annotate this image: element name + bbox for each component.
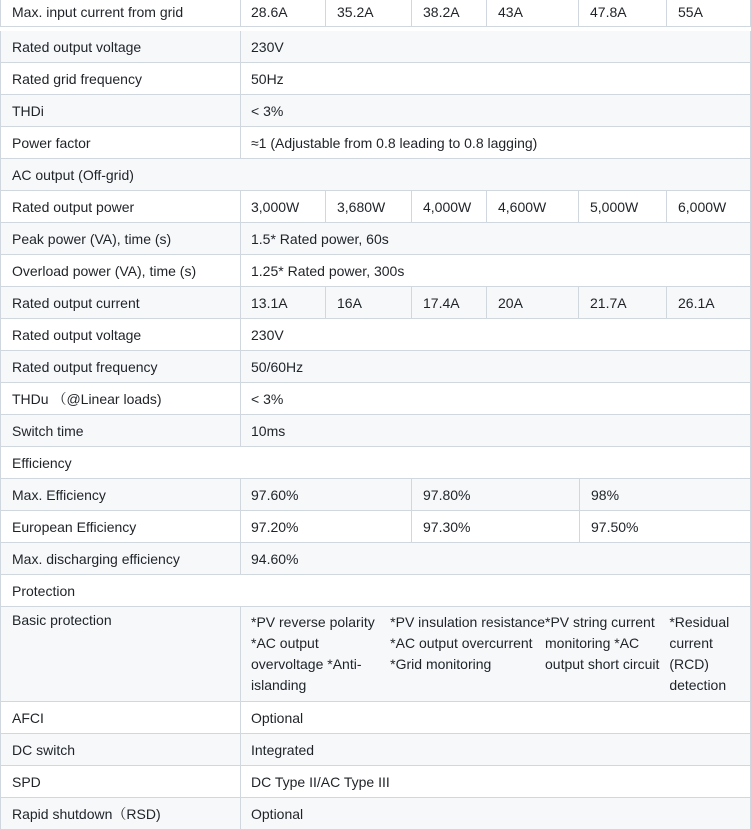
table-row — [0, 543, 751, 575]
value-line: *PV string current monitoring *AC output short circuit — [545, 614, 660, 672]
table-row — [0, 63, 751, 95]
row-value: 1.5* Rated power, 60s — [240, 223, 751, 255]
table-row — [0, 191, 751, 223]
row-value: 13.1A — [240, 287, 326, 319]
row-value: 97.20% — [240, 511, 412, 543]
row-label: THDi — [0, 95, 241, 127]
row-value: 50Hz — [240, 63, 751, 95]
row-label: Basic protection — [0, 607, 241, 702]
row-value: 3,680W — [326, 191, 412, 223]
table-row — [0, 734, 751, 766]
table-row — [0, 575, 751, 607]
row-value: 55A — [667, 0, 751, 27]
row-value: 50/60Hz — [240, 351, 751, 383]
row-label: Max. input current from grid — [0, 0, 241, 27]
row-label: Peak power (VA), time (s) — [0, 223, 241, 255]
table-row — [0, 702, 751, 734]
table-row — [0, 447, 751, 479]
table-row — [0, 511, 751, 543]
value-line: *PV insulation resistance *AC output overcurrent *Grid monitoring — [390, 614, 546, 672]
row-value: 28.6A — [240, 0, 326, 27]
row-value — [240, 607, 751, 702]
row-value: 10ms — [240, 415, 751, 447]
row-label: Switch time — [0, 415, 241, 447]
row-value: 43A — [487, 0, 579, 27]
row-value: 97.60% — [240, 479, 412, 511]
row-value: 230V — [240, 31, 751, 63]
row-value: 47.8A — [579, 0, 667, 27]
value-line: *PV reverse polarity *AC output overvoltage *Anti-islanding — [251, 614, 375, 693]
row-label: DC switch — [0, 734, 241, 766]
row-label: Rated output current — [0, 287, 241, 319]
row-value: < 3% — [240, 95, 751, 127]
row-label: Protection — [0, 575, 751, 607]
value-line: *Residual current (RCD) detection — [669, 614, 730, 693]
row-label: Efficiency — [0, 447, 751, 479]
row-value: 5,000W — [579, 191, 667, 223]
row-label: Rated output voltage — [0, 31, 241, 63]
row-value: 20A — [487, 287, 579, 319]
row-value: Optional — [240, 798, 751, 830]
table-row — [0, 31, 751, 63]
row-value: 94.60% — [240, 543, 751, 575]
table-row — [0, 351, 751, 383]
row-value: Integrated — [240, 734, 751, 766]
table-row — [0, 287, 751, 319]
row-label: SPD — [0, 766, 241, 798]
table-row — [0, 415, 751, 447]
row-label: AC output (Off-grid) — [0, 159, 751, 191]
row-value: 97.80% — [412, 479, 580, 511]
row-label: European Efficiency — [0, 511, 241, 543]
row-value: 38.2A — [412, 0, 487, 27]
row-value: 3,000W — [240, 191, 326, 223]
table-row — [0, 0, 751, 27]
row-label: Rated output power — [0, 191, 241, 223]
row-value: 97.30% — [412, 511, 580, 543]
table-row — [0, 479, 751, 511]
row-label: Power factor — [0, 127, 241, 159]
row-label: Rated output voltage — [0, 319, 241, 351]
row-value: 16A — [326, 287, 412, 319]
row-value: 17.4A — [412, 287, 487, 319]
row-label: AFCI — [0, 702, 241, 734]
row-label: Rapid shutdown（RSD) — [0, 798, 241, 830]
row-label: THDu （@Linear loads) — [0, 383, 241, 415]
row-label: Rated output frequency — [0, 351, 241, 383]
table-row — [0, 766, 751, 798]
row-value: 98% — [580, 479, 751, 511]
table-row — [0, 798, 751, 830]
table-row — [0, 127, 751, 159]
row-value: 97.50% — [580, 511, 751, 543]
row-value: 1.25* Rated power, 300s — [240, 255, 751, 287]
table-row — [0, 159, 751, 191]
table-row — [0, 255, 751, 287]
table-row — [0, 319, 751, 351]
row-value: 4,600W — [487, 191, 579, 223]
row-value: ≈1 (Adjustable from 0.8 leading to 0.8 lagging) — [240, 127, 751, 159]
row-value: 35.2A — [326, 0, 412, 27]
row-value: DC Type II/AC Type III — [240, 766, 751, 798]
row-value: 26.1A — [667, 287, 751, 319]
table-row — [0, 223, 751, 255]
row-value: < 3% — [240, 383, 751, 415]
row-label: Rated grid frequency — [0, 63, 241, 95]
row-label: Max. Efficiency — [0, 479, 241, 511]
row-value: Optional — [240, 702, 751, 734]
row-value: 4,000W — [412, 191, 487, 223]
table-row — [0, 383, 751, 415]
row-label: Max. discharging efficiency — [0, 543, 241, 575]
row-value: 6,000W — [667, 191, 751, 223]
table-row — [0, 607, 751, 702]
row-label: Overload power (VA), time (s) — [0, 255, 241, 287]
row-value: 21.7A — [579, 287, 667, 319]
row-value: 230V — [240, 319, 751, 351]
table-row — [0, 95, 751, 127]
